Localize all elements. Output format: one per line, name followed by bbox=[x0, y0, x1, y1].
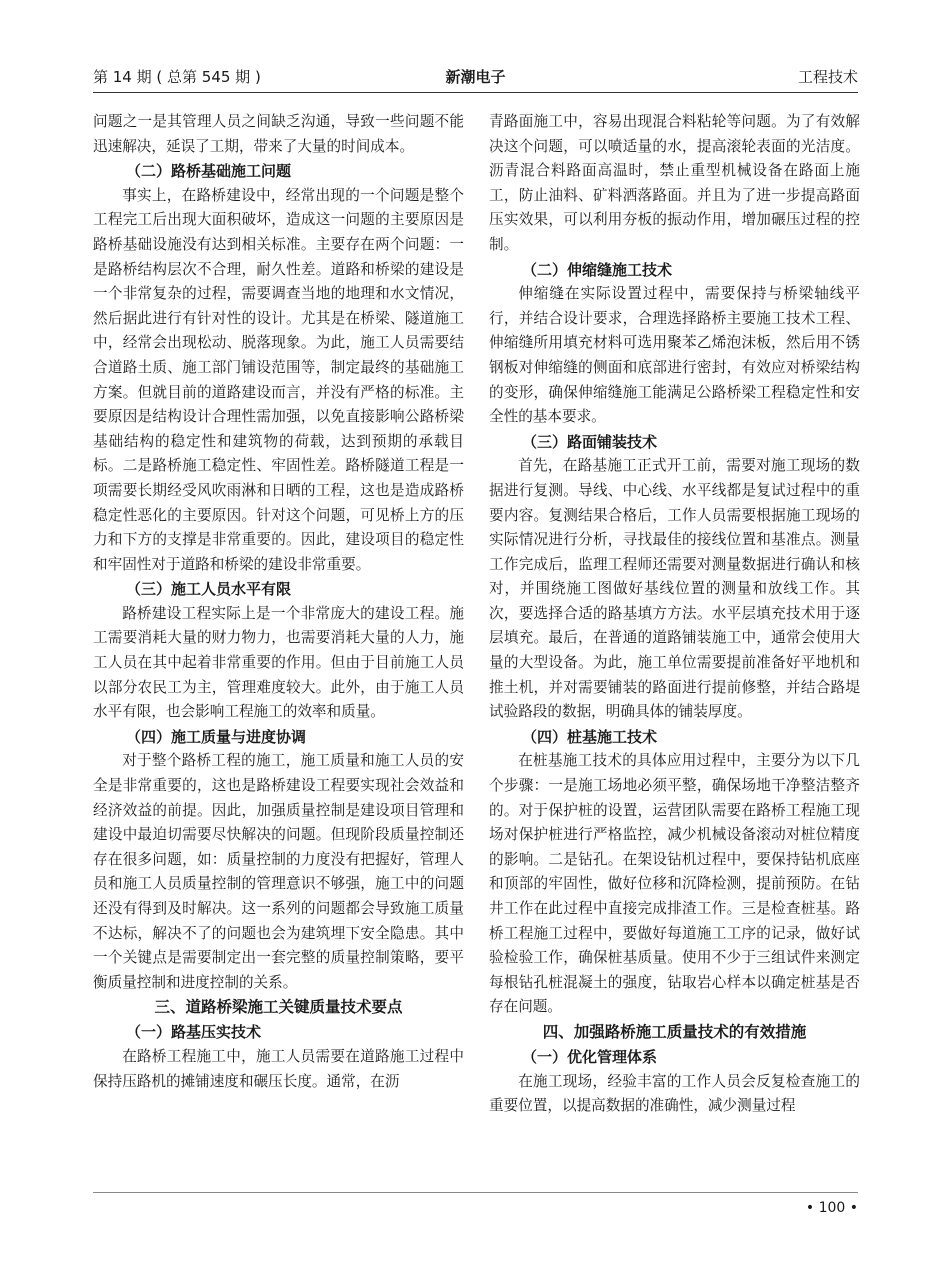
section-heading: 四、加强路桥施工质量技术的有效措施 bbox=[542, 1022, 807, 1041]
paragraph: 在施工现场，经验丰富的工作人员会反复检查施工的重要位置，以提高数据的准确性，减少测量过程 bbox=[489, 1072, 860, 1115]
subsection-heading: （四）桩基施工技术 bbox=[522, 727, 658, 746]
subsection-heading: （三）施工人员水平有限 bbox=[126, 580, 292, 599]
paragraph: 事实上，在路桥建设中，经常出现的一个问题是整个工程完工后出现大面积破坏，造成这一问题的主要原因是路桥基础设施没有达到相关标准。主要存在两个问题：一是路桥结构层次不合理，耐久性差。道路和桥梁的建设是一个非常复杂的过程，需要调查当地的地理和水文情况，然后据此进行有针对性的设计。尤其是在桥梁、隧道施工中，经常会出现松动、脱落现象。为此，施工人员需要结合道路土质、施工部门铺设范围等，制定最终的基础施工方案。但就目前的道路建设而言，并没有严格的标准。主要原因是结构设计合理性需加强，以免直接影响公路桥梁基础结构的稳定性和建筑物的荷载，达到预期的承载目标。二是路桥施工稳定性、牢固性差。路桥隧道工程是一项需要长期经受风吹雨淋和日晒的工程，这也是造成路桥稳定性恶化的主要原因。针对这个问题，可见桥上方的压力和下方的支撑是非常重要的。因此，建设项目的稳定性和牢固性对于道路和桥梁的建设非常重要。 bbox=[93, 186, 464, 573]
subsection-heading: （二）路桥基础施工问题 bbox=[126, 162, 292, 181]
section-heading: 三、道路桥梁施工关键质量技术要点 bbox=[154, 998, 403, 1017]
left-column bbox=[93, 110, 464, 1094]
issue-label: 第 14 期 ( 总第 545 期 ) bbox=[93, 68, 261, 86]
subsection-heading: （二）伸缩缝施工技术 bbox=[522, 260, 673, 279]
paragraph: 在桩基施工技术的具体应用过程中，主要分为以下几个步骤：一是施工场地必须平整，确保场地干净整洁整齐的。对于保护桩的设置，运营团队需要在路桥工程施工现场对保护桩进行严格监控，减少机械设备滚动对桩位精度的影响。二是钻孔。在架设钻机过程中，要保持钻机底座和顶部的牢固性，做好位移和沉降检测，提前预防。在钻井工作在此过程中直接完成排渣工作。三是检查桩基。路桥工程施工过程中，要做好每道施工工序的记录，做好试验检验工作，确保桩基质量。使用不少于三组试件来测定每根钻孔桩混凝土的强度，钻取岩心样本以确定桩基是否存在问题。 bbox=[489, 752, 860, 1016]
page-header bbox=[93, 64, 858, 90]
paragraph: 问题之一是其管理人员之间缺乏沟通，导致一些问题不能迅速解决，延误了工期，带来了大量的时间成本。 bbox=[93, 113, 464, 155]
journal-title: 新潮电子 bbox=[445, 68, 506, 86]
paragraph: 路桥建设工程实际上是一个非常庞大的建设工程。施工需要消耗大量的财力物力，也需要消耗大量的人力，施工人员在其中起着非常重要的作用。但由于目前施工人员以部分农民工为主，管理难度较大。此外，由于施工人员水平有限，也会影响工程施工的效率和质量。 bbox=[93, 604, 464, 721]
footer-rule bbox=[93, 1192, 858, 1193]
paragraph: 在路桥工程施工中，施工人员需要在道路施工过程中保持压路机的摊铺速度和碾压长度。通常，在沥 bbox=[93, 1047, 464, 1090]
paragraph: 青路面施工中，容易出现混合料粘轮等问题。为了有效解决这个问题，可以喷适量的水，提高滚轮表面的光洁度。沥青混合料路面高温时，禁止重型机械设备在路面上施工，防止油料、矿料洒落路面。并且为了进一步提高路面压实效果，可以利用夯板的振动作用，增加碾压过程的控制。 bbox=[489, 113, 860, 253]
paragraph: 伸缩缝在实际设置过程中，需要保持与桥梁轴线平行，并结合设计要求，合理选择路桥主要施工技术工程、伸缩缝所用填充材料可选用聚苯乙烯泡沫板，然后用不锈钢板对伸缩缝的侧面和底部进行密封，有效应对桥梁结构的变形，确保伸缩缝施工能满足公路桥梁工程稳定性和安全性的基本要求。 bbox=[489, 285, 860, 426]
subsection-heading: （一）路基压实技术 bbox=[126, 1023, 262, 1042]
page-number: • 100 • bbox=[805, 1200, 858, 1216]
paragraph: 首先，在路基施工正式开工前，需要对施工现场的数据进行复测。导线、中心线、水平线都是复试过程中的重要内容。复测结果合格后，工作人员需要根据施工现场的实际情况进行分析，寻找最佳的接线位置和基准点。测量工作完成后，监理工程师还需要对测量数据进行确认和核对，并围绕施工图做好基线位置的测量和放线工作。其次，要选择合适的路基填方方法。水平层填充技术用于逐层填充。最后，在普通的道路铺装施工中，通常会使用大量的大型设备。为此，施工单位需要提前准备好平地机和推土机，并对需要铺装的路面进行提前修整，并结合路堤试验路段的数据，明确具体的铺装厚度。 bbox=[489, 457, 860, 721]
subsection-heading: （三）路面铺装技术 bbox=[522, 432, 658, 451]
section-label: 工程技术 bbox=[797, 68, 858, 86]
header-rule bbox=[93, 92, 858, 93]
right-column bbox=[489, 110, 860, 1119]
paragraph: 对于整个路桥工程的施工，施工质量和施工人员的安全是非常重要的，这也是路桥建设工程要实现社会效益和经济效益的前提。因此，加强质量控制是建设项目管理和建设中最迫切需要尽快解决的问题。但现阶段质量控制还存在很多问题，如：质量控制的力度没有把握好，管理人员和施工人员质量控制的管理意识不够强，施工中的问题还没有得到及时解决。这一系列的问题都会导致施工质量不达标，解决不了的问题也会为建筑埋下安全隐患。其中一个关键点是需要制定出一套完整的质量控制策略，要平衡质量控制和进度控制的关系。 bbox=[93, 752, 464, 991]
subsection-heading: （一）优化管理体系 bbox=[522, 1047, 658, 1066]
subsection-heading: （四）施工质量与进度协调 bbox=[126, 727, 307, 746]
